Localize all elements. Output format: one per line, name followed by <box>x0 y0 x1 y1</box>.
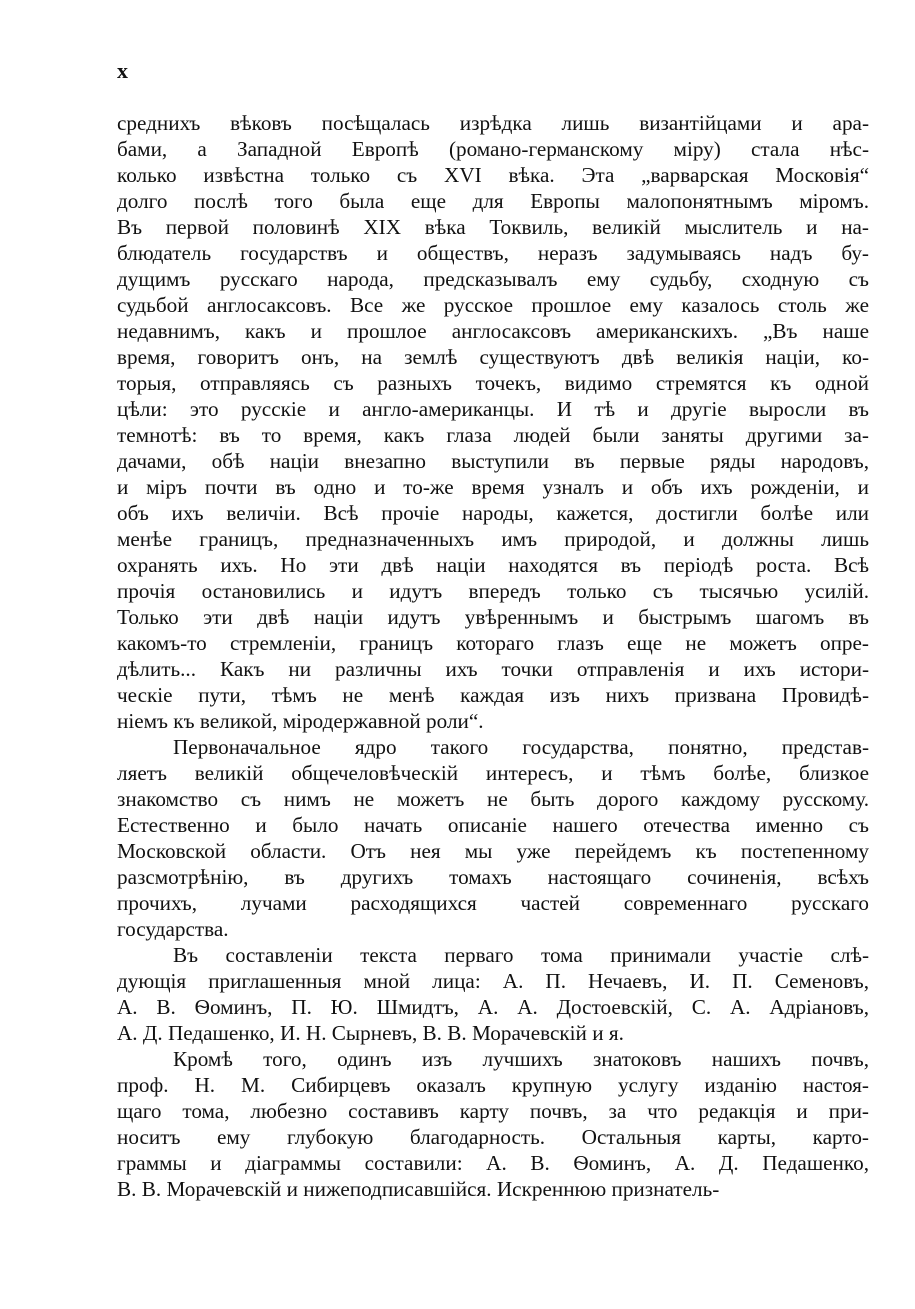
text-line: разсмотрѣнію, въ другихъ томахъ настоящаго сочиненія, всѣхъ <box>117 865 869 889</box>
text-line: знакомство съ нимъ не можетъ не быть дорого каждому русскому. <box>117 787 869 811</box>
text-line: долго послѣ того была еще для Европы малопонятнымъ міромъ. <box>117 189 869 213</box>
text-line: дущимъ русскаго народа, предсказывалъ ему судьбу, сходную съ <box>117 267 869 291</box>
text-line: бами, а Западной Европѣ (романо-германскому міру) стала нѣс- <box>117 137 869 161</box>
text-line: ляетъ великій общечеловѣческій интересъ, и тѣмъ болѣе, близкое <box>117 761 869 785</box>
text-line: Естественно и было начать описаніе нашего отечества именно съ <box>117 813 869 837</box>
text-line: объ ихъ величіи. Всѣ прочіе народы, кажется, достигли болѣе или <box>117 501 869 525</box>
text-line: В. В. Морачевскій и нижеподписавшійся. Искреннюю признатель- <box>117 1177 720 1201</box>
text-line: Московской области. Отъ нея мы уже перейдемъ къ постепенному <box>117 839 869 863</box>
text-line: цѣли: это русскіе и англо-американцы. И тѣ и другіе выросли въ <box>117 397 869 421</box>
text-line: А. Д. Педашенко, И. Н. Сырневъ, В. В. Морачевскій и я. <box>117 1021 624 1045</box>
text-line: и міръ почти въ одно и то-же время узналъ и объ ихъ рожденіи, и <box>117 475 869 499</box>
text-line: Въ составленіи текста перваго тома принимали участіе слѣ- <box>173 943 869 967</box>
text-line: носитъ ему глубокую благодарность. Остальныя карты, карто- <box>117 1125 869 1149</box>
paragraph-1 <box>117 110 869 734</box>
text-line: Въ первой половинѣ XIX вѣка Токвиль, великій мыслитель и на- <box>117 215 869 239</box>
text-line: колько извѣстна только съ XVI вѣка. Эта „варварская Московія“ <box>117 163 869 187</box>
text-line: дующія приглашенныя мной лица: А. П. Нечаевъ, И. П. Семеновъ, <box>117 969 869 993</box>
text-line: среднихъ вѣковъ посѣщалась изрѣдка лишь византійцами и ара- <box>117 111 869 135</box>
text-line: прочихъ, лучами расходящихся частей современнаго русскаго <box>117 891 869 915</box>
text-line: темнотѣ: въ то время, какъ глаза людей были заняты другими за- <box>117 423 869 447</box>
page-number: x <box>117 58 129 83</box>
text-line: Только эти двѣ націи идутъ увѣреннымъ и быстрымъ шагомъ въ <box>117 605 869 629</box>
text-line: менѣе границъ, предназначенныхъ имъ природой, и должны лишь <box>117 527 869 551</box>
paragraph-2 <box>117 734 869 942</box>
text-line: ческіе пути, тѣмъ не менѣ каждая изъ нихъ призвана Провидѣ- <box>117 683 869 707</box>
text-line: А. В. Ѳоминъ, П. Ю. Шмидтъ, А. А. Достоевскій, С. А. Адріановъ, <box>117 995 869 1019</box>
text-line: время, говоритъ онъ, на землѣ существуютъ двѣ великія націи, ко- <box>117 345 869 369</box>
text-line: судьбой англосаксовъ. Все же русское прошлое ему казалось столь же <box>117 293 869 317</box>
text-line: граммы и діаграммы составили: А. В. Ѳоминъ, А. Д. Педашенко, <box>117 1151 869 1175</box>
paragraph-4 <box>117 1046 869 1202</box>
text-line: щаго тома, любезно составивъ карту почвъ, за что редакція и при- <box>117 1099 869 1123</box>
text-line: охранять ихъ. Но эти двѣ націи находятся въ періодѣ роста. Всѣ <box>117 553 869 577</box>
body-text <box>117 110 869 1202</box>
text-line: блюдатель государствъ и обществъ, неразъ задумываясь надъ бу- <box>117 241 869 265</box>
text-line: Первоначальное ядро такого государства, понятно, представ- <box>173 735 869 759</box>
text-line: торыя, отправляясь съ разныхъ точекъ, видимо стремятся къ одной <box>117 371 869 395</box>
text-line: дачами, обѣ націи внезапно выступили въ первые ряды народовъ, <box>117 449 869 473</box>
text-line: проф. Н. М. Сибирцевъ оказалъ крупную услугу изданію настоя- <box>117 1073 869 1097</box>
text-line: недавнимъ, какъ и прошлое англосаксовъ американскихъ. „Въ наше <box>117 319 869 343</box>
paragraph-3 <box>117 942 869 1046</box>
text-line: Кромѣ того, одинъ изъ лучшихъ знатоковъ нашихъ почвъ, <box>173 1047 869 1071</box>
text-line: ніемъ къ великой, міродержавной роли“. <box>117 709 484 733</box>
text-line: какомъ-то стремленіи, границъ котораго глазъ еще не можетъ опре- <box>117 631 869 655</box>
text-line: государства. <box>117 917 229 941</box>
text-line: прочія остановились и идутъ впередъ только съ тысячью усилій. <box>117 579 869 603</box>
text-line: дѣлить... Какъ ни различны ихъ точки отправленія и ихъ истори- <box>117 657 869 681</box>
